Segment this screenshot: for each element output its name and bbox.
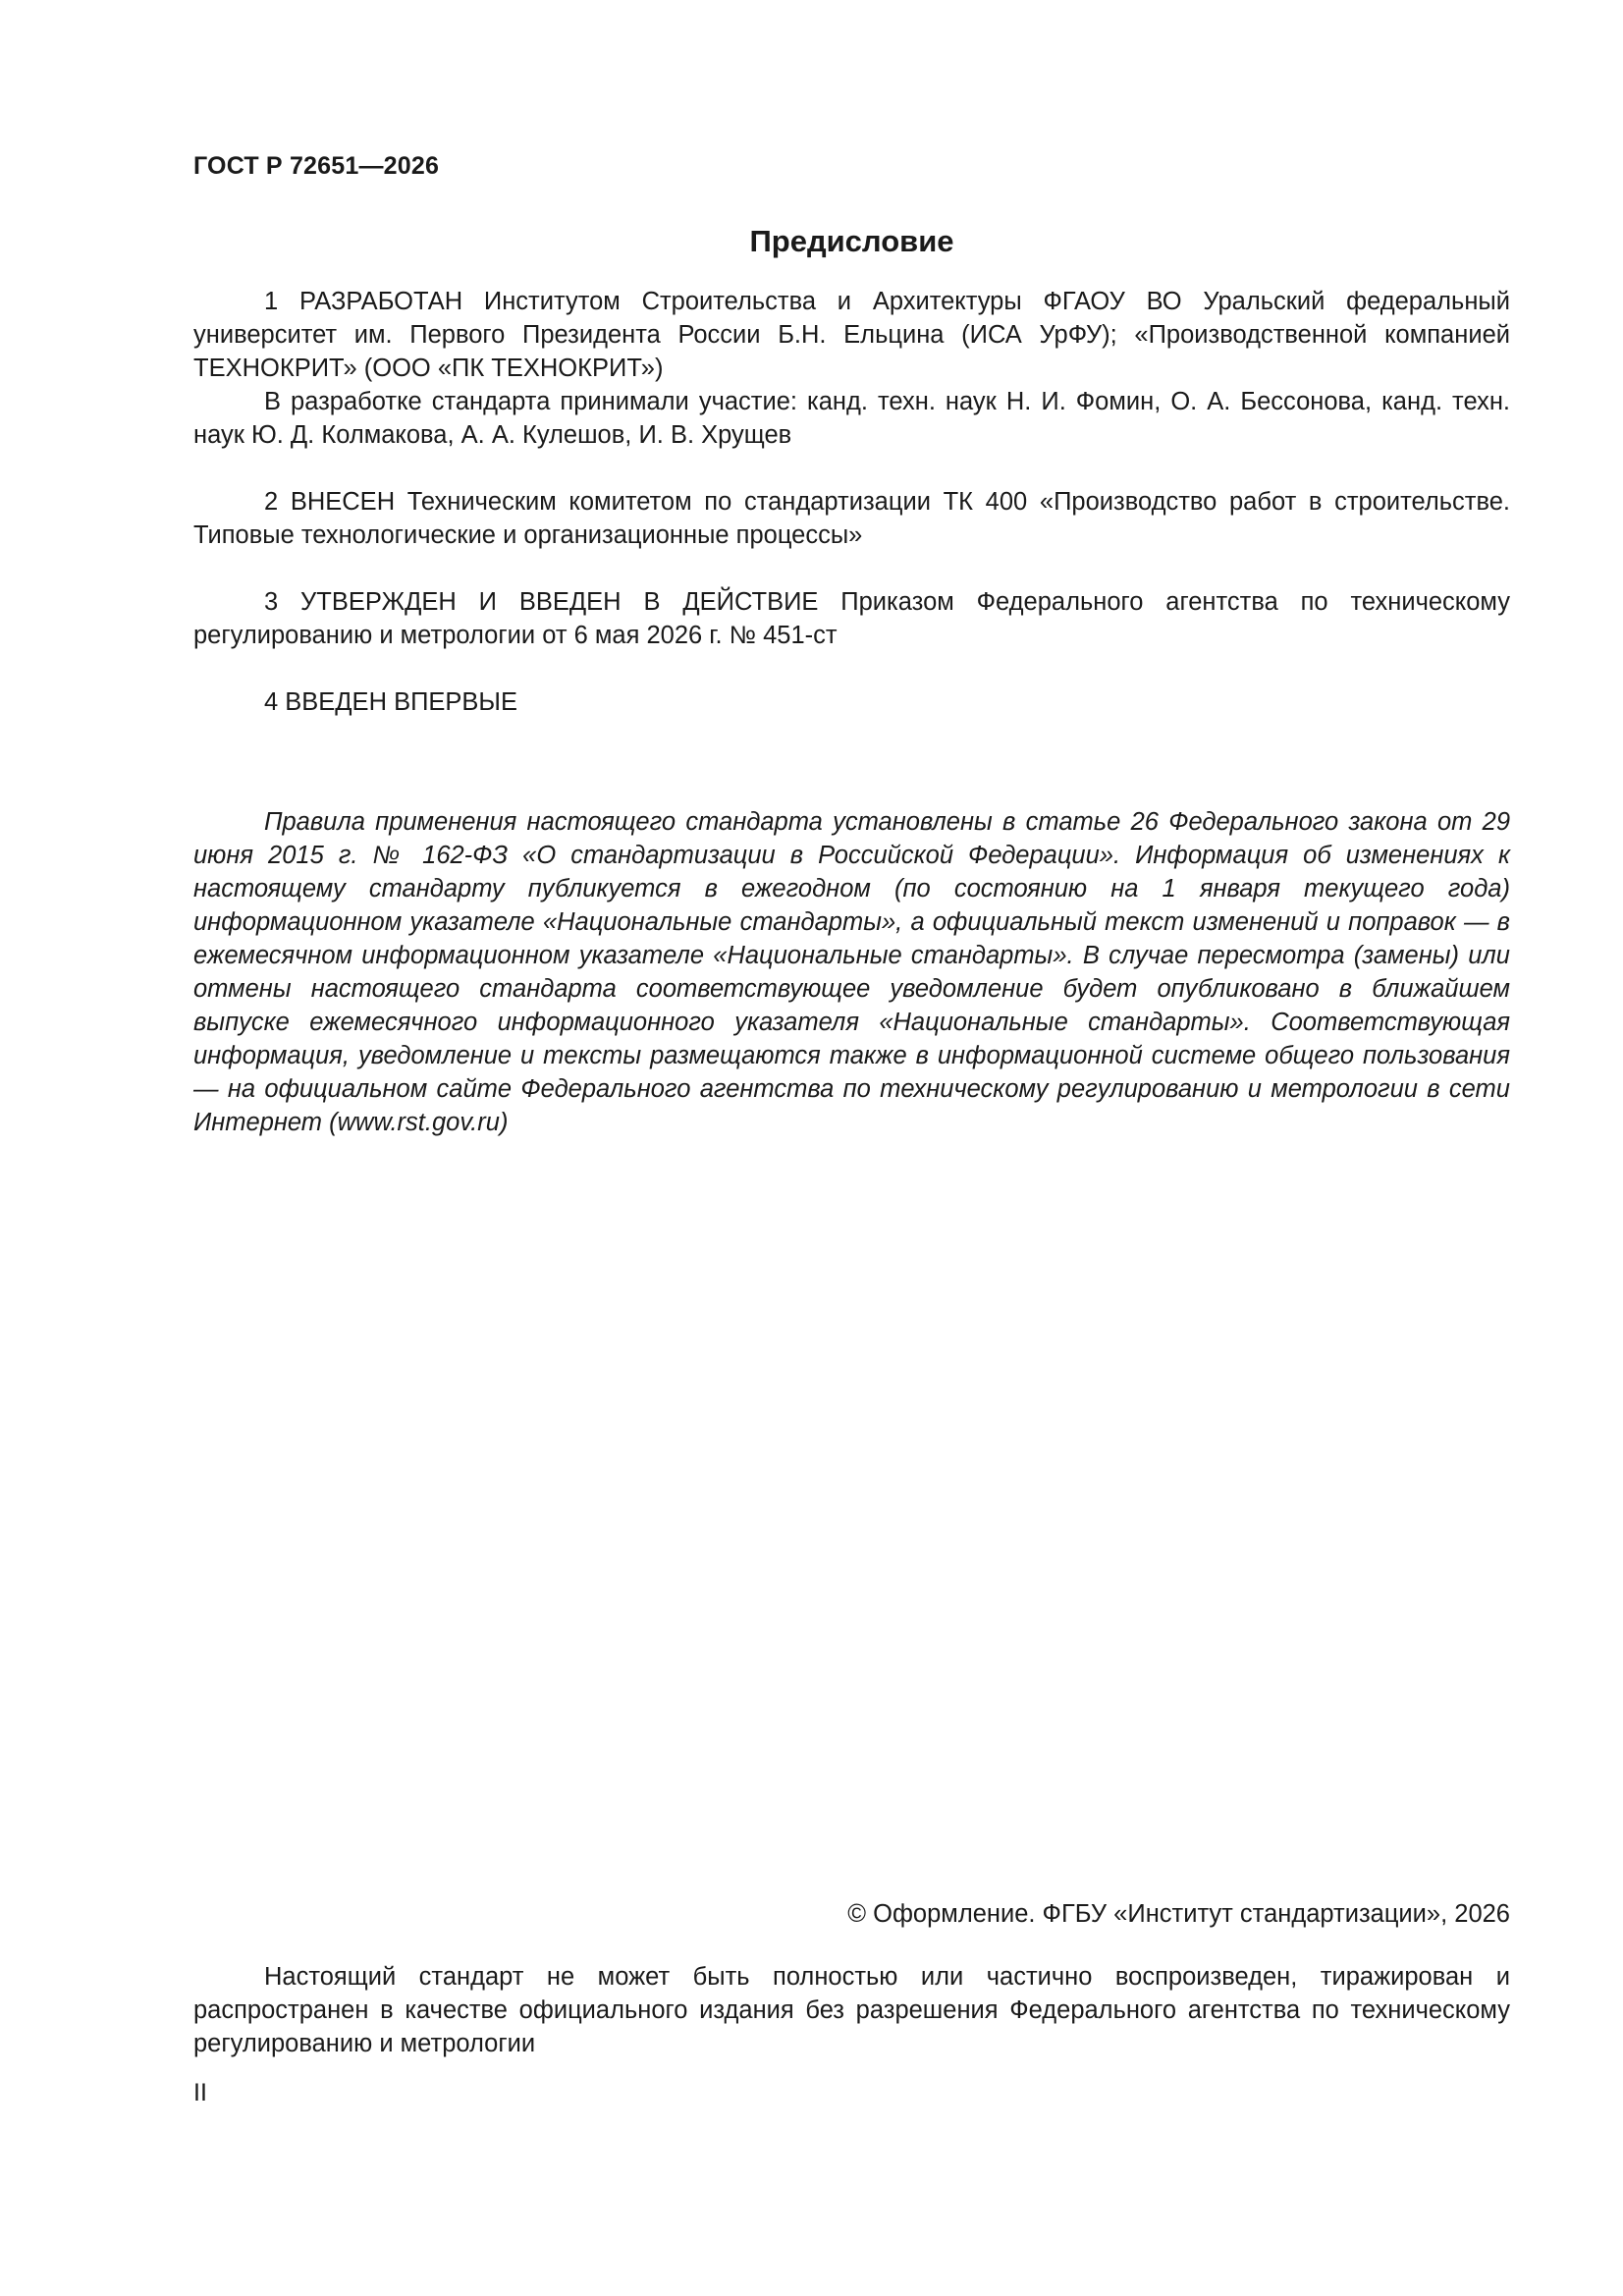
page-number: II xyxy=(193,2079,207,2106)
reproduction-rights-notice: Настоящий стандарт не может быть полностью или частично воспроизведен, тиражирован и распространен в качестве официального издания без разрешения Федерального агентства по техническому регулированию и метрологии xyxy=(193,1963,1510,2057)
paragraph-first-introduced: 4 ВВЕДЕН ВПЕРВЫЕ xyxy=(264,688,518,716)
document-code: ГОСТ Р 72651—2026 xyxy=(193,152,440,180)
copyright-line: © Оформление. ФГБУ «Институт стандартизации», 2026 xyxy=(847,1900,1510,1928)
paragraph-participants: В разработке стандарта принимали участие: канд. техн. наук Н. И. Фомин, О. А. Бессонова, канд. техн. наук Ю. Д. Колмакова, А. А. Кулешов, И. В. Хрущев xyxy=(193,388,1510,449)
application-rules-notice: Правила применения настоящего стандарта установлены в статье 26 Федерального закона от 29 июня 2015 г. № 162-ФЗ «О стандартизации в Российской Федерации». Информация об изменениях к настоящему стандарту публикуется в ежегодном (по состоянию на 1 января текущего года) информационном указателе «Национальные стандарты», а официальный текст изменений и поправок — в ежемесячном информационном указателе «Национальные стандарты». В случае пересмотра (замены) или отмены настоящего стандарта соответствующее уведомление будет опубликовано в ближайшем выпуске ежемесячного информационного указателя «Национальные стандарты». Соответствующая информация, уведомление и тексты размещаются также в информационной системе общего пользования — на официальном сайте Федерального агентства по техническому регулированию и метрологии в сети Интернет (www.rst.gov.ru) xyxy=(193,808,1510,1136)
paragraph-approved: 3 УТВЕРЖДЕН И ВВЕДЕН В ДЕЙСТВИЕ Приказом Федерального агентства по техническому регулированию и метрологии от 6 мая 2026 г. № 451-ст xyxy=(193,588,1510,649)
paragraph-developed-by: 1 РАЗРАБОТАН Институтом Строительства и Архитектуры ФГАОУ ВО Уральский федеральный университет им. Первого Президента России Б.Н. Ельцина (ИСА УрФУ); «Производственной компанией ТЕХНОКРИТ» (ООО «ПК ТЕХНОКРИТ») xyxy=(193,288,1510,382)
page-title: Предисловие xyxy=(749,224,954,258)
foreword-body xyxy=(193,285,1510,719)
paragraph-introduced-by: 2 ВНЕСЕН Техническим комитетом по стандартизации ТК 400 «Производство работ в строительстве. Типовые технологические и организационные процессы» xyxy=(193,488,1510,549)
